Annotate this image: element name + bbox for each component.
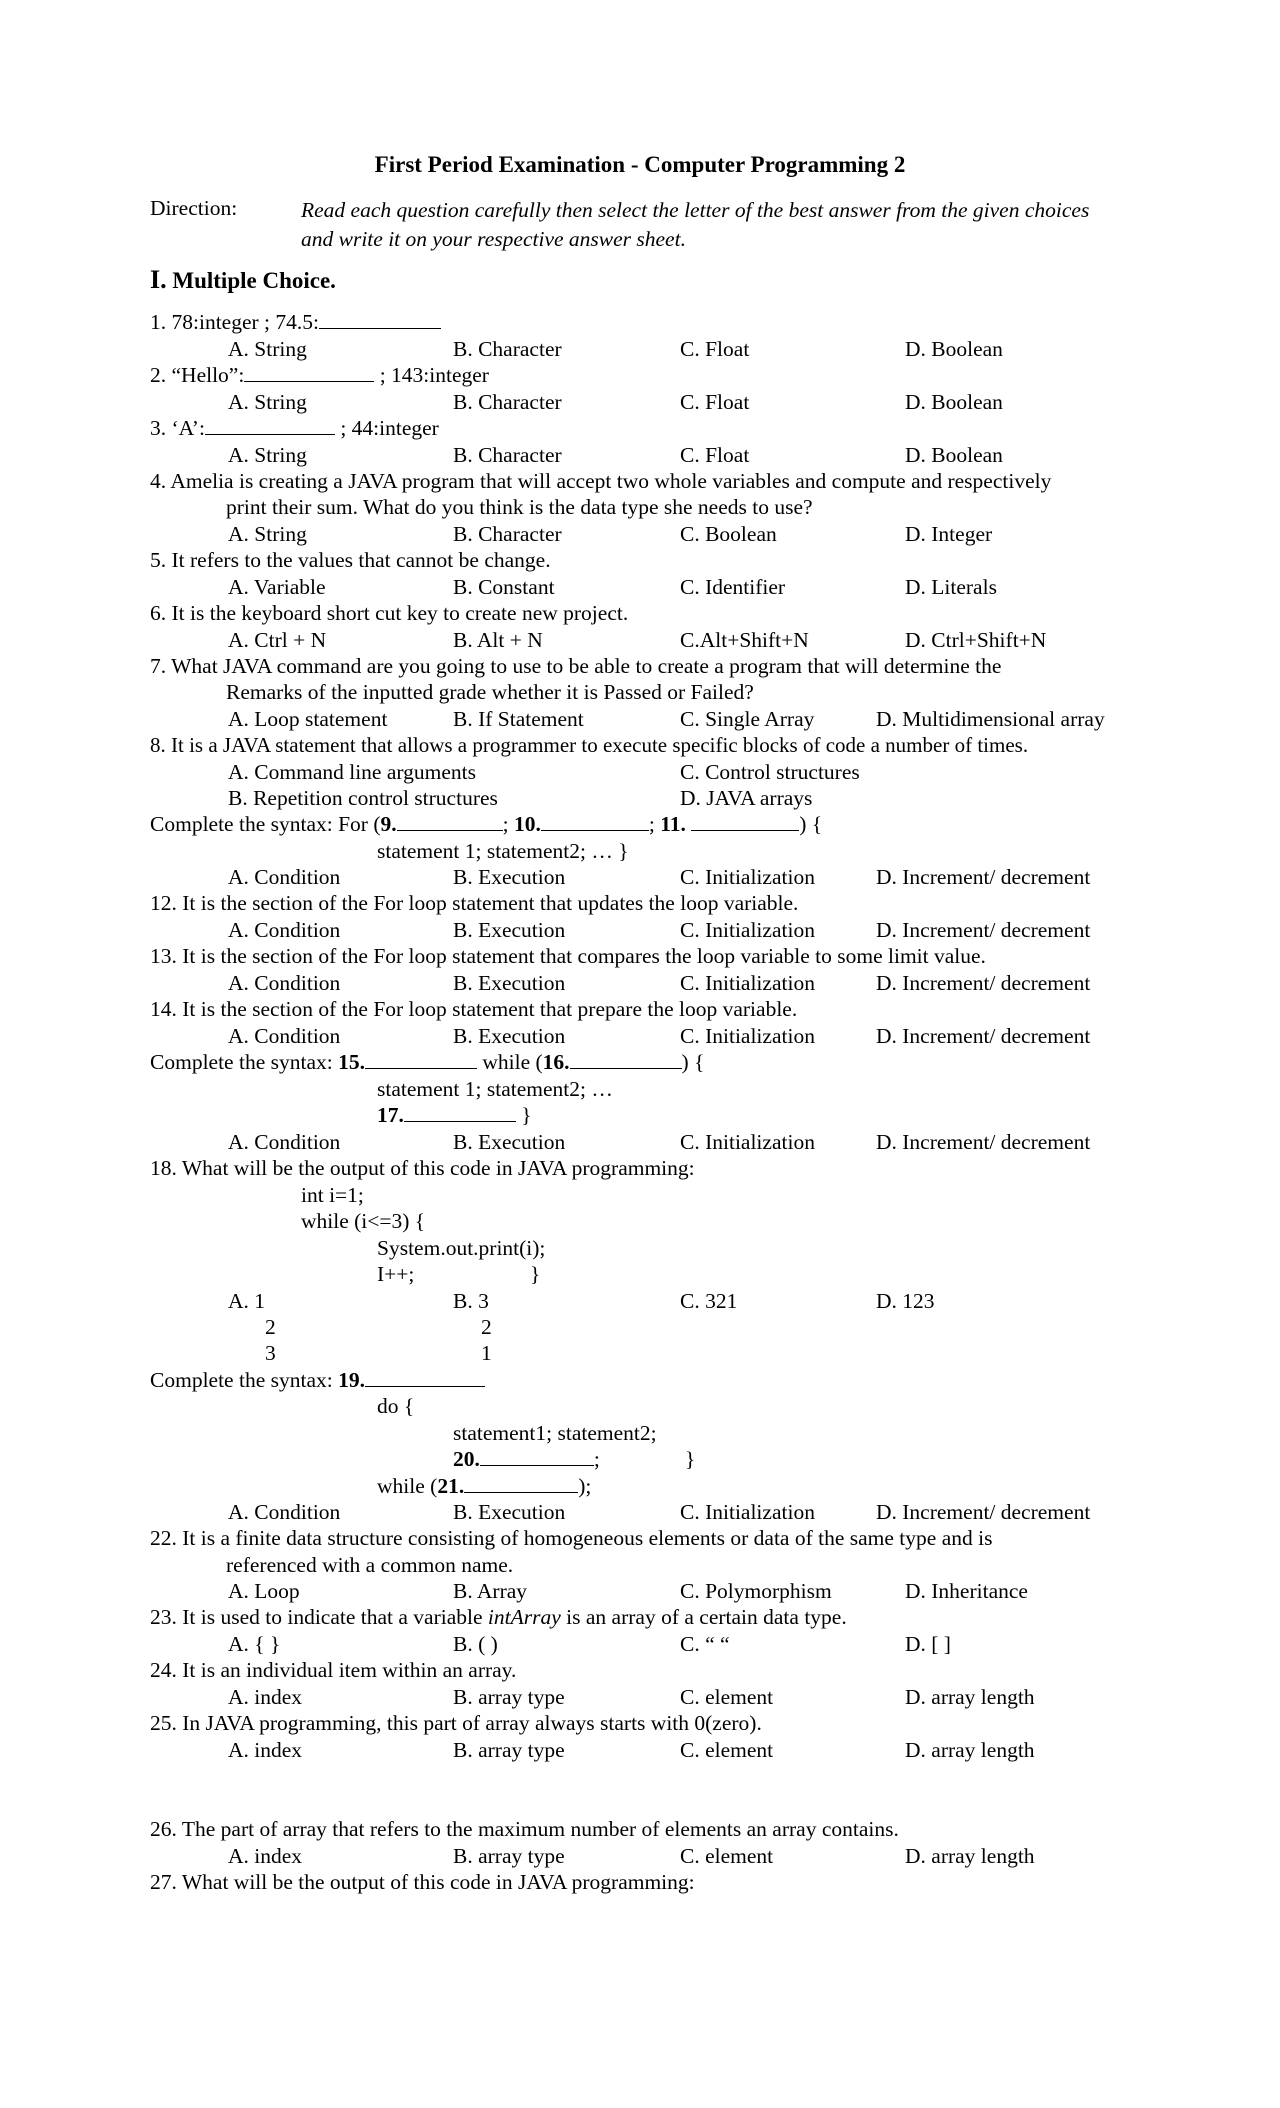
choice: D. Increment/ decrement [876, 865, 1091, 889]
while-syntax-body: statement 1; statement2; … [377, 1077, 613, 1101]
separator: ; [593, 1447, 600, 1471]
choice: A. Loop [228, 1579, 300, 1603]
choice: B. Repetition control structures [228, 786, 498, 810]
choice: C. Polymorphism [680, 1579, 832, 1603]
choice: C. Initialization [680, 1024, 815, 1048]
choice: B. Character [453, 443, 562, 467]
answer-blank [397, 812, 503, 831]
choice: B. Alt + N [453, 628, 543, 652]
choice: D. [ ] [905, 1632, 951, 1656]
choice: B. Character [453, 390, 562, 414]
question-23-stem-end: is an array of a certain data type. [560, 1605, 847, 1629]
choice: C. 321 [680, 1289, 738, 1313]
answer-blank [365, 1050, 477, 1069]
do-syntax [150, 1367, 1150, 1394]
answer-blank [541, 812, 649, 831]
section-numeral: I. [150, 265, 167, 294]
separator: ; [648, 812, 661, 836]
question-4-line-1: 4. Amelia is creating a JAVA program that will accept two whole variables and compute and respectively [150, 469, 1052, 493]
choice: C. Control structures [680, 760, 860, 784]
choice: D. Increment/ decrement [876, 1130, 1091, 1154]
question-27: 27. What will be the output of this code in JAVA programming: [150, 1870, 695, 1894]
exam-title: First Period Examination - Computer Programming 2 [374, 152, 906, 177]
direction-text: Read each question carefully then select the letter of the best answer from the given choices and write it on your respective answer sheet. [301, 198, 1090, 251]
choice-line: 2 [265, 1315, 276, 1339]
item-number-9: 9. [380, 812, 397, 836]
choice: A. String [228, 390, 307, 414]
choice: B. array type [453, 1685, 565, 1709]
for-syntax-prefix: Complete the syntax: For ( [150, 812, 381, 836]
choice: C. Initialization [680, 1500, 815, 1524]
closing-brace: } [515, 1103, 532, 1127]
question-23 [150, 1604, 1150, 1631]
choice: B. array type [453, 1844, 565, 1868]
choice: D. Boolean [905, 390, 1003, 414]
for-syntax-close: ) { [799, 812, 823, 836]
question-12: 12. It is the section of the For loop statement that updates the loop variable. [150, 891, 799, 915]
choice: C. Initialization [680, 1130, 815, 1154]
choice: A. Condition [228, 1024, 341, 1048]
choice: D. 123 [876, 1289, 935, 1313]
choice: B. array type [453, 1738, 565, 1762]
do-syntax-prefix: Complete the syntax: [150, 1368, 339, 1392]
choice: A. index [228, 1738, 303, 1762]
while-keyword: while ( [377, 1474, 438, 1498]
question-2-stem: 2. “Hello”: [150, 363, 245, 387]
code-line: System.out.print(i); [377, 1236, 546, 1260]
answer-blank [404, 1103, 516, 1122]
choice: D. array length [905, 1685, 1035, 1709]
choice: D. array length [905, 1844, 1035, 1868]
while-syntax-end [377, 1102, 532, 1129]
question-25: 25. In JAVA programming, this part of array always starts with 0(zero). [150, 1711, 762, 1735]
choice: C. element [680, 1685, 774, 1709]
choice: B. Array [453, 1579, 528, 1603]
question-23-stem: 23. It is used to indicate that a variable [150, 1605, 488, 1629]
choice: A. { } [228, 1632, 281, 1656]
question-14: 14. It is the section of the For loop statement that prepare the loop variable. [150, 997, 798, 1021]
question-24: 24. It is an individual item within an array. [150, 1658, 517, 1682]
choice: D. Multidimensional array [876, 707, 1105, 731]
separator: ; [502, 812, 514, 836]
item-number-10: 10. [513, 812, 541, 836]
do-body: statement1; statement2; [453, 1421, 657, 1445]
choice: D. Ctrl+Shift+N [905, 628, 1047, 652]
variable-name: intArray [487, 1605, 561, 1629]
while-syntax-prefix: Complete the syntax: [150, 1050, 339, 1074]
question-1 [150, 309, 1150, 336]
choice: C. Initialization [680, 865, 815, 889]
choice: A. Ctrl + N [228, 628, 327, 652]
choice: C.Alt+Shift+N [680, 628, 809, 652]
item-number-21: 21. [437, 1474, 465, 1498]
choice: A. String [228, 443, 307, 467]
choice: B. Execution [453, 865, 566, 889]
question-3-stem: 3. ‘A’: [150, 416, 205, 440]
closing-brace: } [685, 1447, 696, 1471]
for-syntax [150, 811, 1150, 838]
answer-blank [691, 812, 799, 831]
question-22-line-2: referenced with a common name. [226, 1553, 514, 1577]
choice: C. Float [680, 337, 750, 361]
while-keyword: while ( [476, 1050, 543, 1074]
choice-line: 3 [265, 1341, 276, 1365]
code-line: } [530, 1262, 541, 1286]
question-18: 18. What will be the output of this code in JAVA programming: [150, 1156, 695, 1180]
answer-blank [244, 363, 374, 382]
answer-blank [464, 1474, 578, 1493]
choice: B. Character [453, 337, 562, 361]
choice: B. ( ) [453, 1632, 498, 1656]
while-syntax [150, 1049, 1150, 1076]
choice: A. index [228, 1844, 303, 1868]
choice: C. element [680, 1844, 774, 1868]
choice: B. Execution [453, 971, 566, 995]
choice: B. Execution [453, 918, 566, 942]
choice: B. Execution [453, 1500, 566, 1524]
question-2 [150, 362, 1150, 389]
choice: D. Increment/ decrement [876, 1500, 1091, 1524]
choice: A. Variable [228, 575, 326, 599]
choice: D. Inheritance [905, 1579, 1028, 1603]
choice: D. Boolean [905, 337, 1003, 361]
item-number-11: 11. [660, 812, 686, 836]
answer-blank [205, 416, 335, 435]
choice: C. Float [680, 390, 750, 414]
choice: A. String [228, 337, 307, 361]
choice: C. Float [680, 443, 750, 467]
question-3 [150, 415, 1150, 442]
do-open: do { [377, 1394, 415, 1418]
choice: D. Literals [905, 575, 997, 599]
do-item-20 [453, 1446, 600, 1473]
choice: B. If Statement [453, 707, 584, 731]
choice: C. Identifier [680, 575, 786, 599]
answer-blank [365, 1368, 485, 1387]
while-close: ); [578, 1474, 592, 1498]
while-syntax-close: ) { [681, 1050, 705, 1074]
choice: A. String [228, 522, 307, 546]
code-line: while (i<=3) { [301, 1209, 426, 1233]
choice: D. Increment/ decrement [876, 918, 1091, 942]
choice-line: 1 [481, 1341, 492, 1365]
section-title: Multiple Choice. [172, 268, 336, 293]
direction-label: Direction: [150, 196, 238, 220]
choice: D. array length [905, 1738, 1035, 1762]
do-while-line [377, 1473, 591, 1500]
question-22-line-1: 22. It is a finite data structure consisting of homogeneous elements or data of the same type and is [150, 1526, 993, 1550]
choice: D. JAVA arrays [680, 786, 813, 810]
question-1-stem: 1. 78:integer ; 74.5: [150, 310, 319, 334]
choice: D. Integer [905, 522, 993, 546]
choice: A. Condition [228, 865, 341, 889]
choice: A. Command line arguments [228, 760, 477, 784]
choice: C. Initialization [680, 918, 815, 942]
choice: C. element [680, 1738, 774, 1762]
code-line: int i=1; [301, 1183, 364, 1207]
choice: C. Single Array [680, 707, 815, 731]
item-number-17: 17. [377, 1103, 404, 1127]
question-5: 5. It refers to the values that cannot be change. [150, 548, 551, 572]
answer-blank [319, 310, 441, 329]
item-number-19: 19. [338, 1368, 365, 1392]
choice: A. 1 [228, 1289, 266, 1313]
question-8: 8. It is a JAVA statement that allows a programmer to execute specific blocks of code a number of times. [150, 733, 1029, 757]
question-13: 13. It is the section of the For loop statement that compares the loop variable to some limit value. [150, 944, 986, 968]
choice: D. Increment/ decrement [876, 971, 1091, 995]
choice: B. 3 [453, 1289, 489, 1313]
answer-blank [480, 1447, 594, 1466]
choice: A. Condition [228, 918, 341, 942]
choice: B. Character [453, 522, 562, 546]
choice-line: 2 [481, 1315, 492, 1339]
question-7-line-1: 7. What JAVA command are you going to use to be able to create a program that will determine the [150, 654, 1002, 678]
item-number-16: 16. [542, 1050, 570, 1074]
choice: A. Loop statement [228, 707, 388, 731]
section-heading [150, 265, 336, 295]
item-number-20: 20. [453, 1447, 480, 1471]
choice: A. Condition [228, 1130, 341, 1154]
code-line: I++; [377, 1262, 415, 1286]
item-number-15: 15. [338, 1050, 365, 1074]
for-syntax-body: statement 1; statement2; … } [377, 839, 629, 863]
choice: A. Condition [228, 971, 341, 995]
choice: C. Initialization [680, 971, 815, 995]
choice: B. Execution [453, 1130, 566, 1154]
choice: C. Boolean [680, 522, 777, 546]
question-4-line-2: print their sum. What do you think is the data type she needs to use? [226, 495, 813, 519]
choice: A. index [228, 1685, 303, 1709]
choice: C. “ “ [680, 1632, 730, 1656]
question-26: 26. The part of array that refers to the maximum number of elements an array contains. [150, 1817, 899, 1841]
question-6: 6. It is the keyboard short cut key to create new project. [150, 601, 629, 625]
question-2-stem-end: ; 143:integer [374, 363, 489, 387]
question-3-stem-end: ; 44:integer [334, 416, 439, 440]
choice: A. Condition [228, 1500, 341, 1524]
choice: B. Constant [453, 575, 555, 599]
choice: D. Increment/ decrement [876, 1024, 1091, 1048]
answer-blank [570, 1050, 682, 1069]
choice: B. Execution [453, 1024, 566, 1048]
question-7-line-2: Remarks of the inputted grade whether it is Passed or Failed? [226, 680, 754, 704]
choice: D. Boolean [905, 443, 1003, 467]
